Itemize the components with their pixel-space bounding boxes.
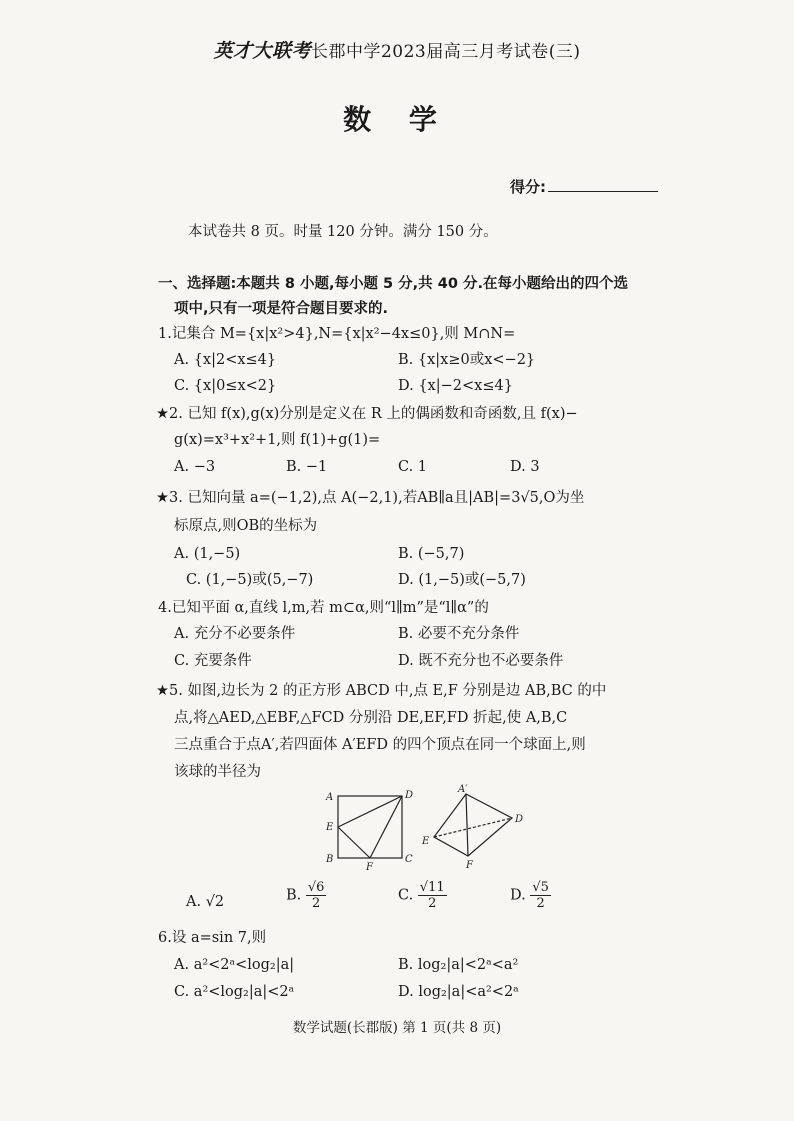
q5-option-d [510, 880, 551, 911]
q5-option-c-fraction: $\frac{√11}{2}$ [419, 880, 445, 911]
q1-stem: 1.记集合 M={x|x²>4},N={x|x²−4x≤0},则 M∩N= [158, 326, 516, 342]
section-heading-line1: 一、选择题:本题共 8 小题,每小题 5 分,共 40 分.在每小题给出的四个选 [158, 276, 628, 292]
q1-option-a: A. {x|2<x≤4} [174, 352, 277, 368]
segment-ef [338, 827, 370, 858]
label-e2: E [422, 836, 430, 847]
q5-option-b-fraction: $\frac{√6}{2}$ [307, 880, 325, 911]
q6-option-a: A. a²<2ᵃ<log₂|a| [174, 957, 295, 973]
tetrahedron-outline [434, 794, 512, 856]
score-blank-line [548, 177, 658, 192]
label-f2: F [466, 860, 473, 871]
segment-fd [370, 796, 402, 858]
q4-stem: 4.已知平面 α,直线 l,m,若 m⊂α,则“l∥m”是“l∥α”的 [158, 600, 489, 616]
q5-line1: 5. 如图,边长为 2 的正方形 ABCD 中,点 E,F 分别是边 AB,BC 的中 [169, 683, 607, 699]
q4-option-a: A. 充分不必要条件 [174, 626, 296, 642]
q5-option-d-fraction: $\frac{√5}{2}$ [532, 880, 549, 911]
segment-ed [338, 796, 402, 827]
label-b: B [326, 854, 334, 865]
q5-option-c-label: C. [398, 887, 414, 904]
q5-line4: 该球的半径为 [174, 764, 261, 780]
q2-option-d: D. 3 [510, 459, 540, 475]
q6-option-d: D. log₂|a|<a²<2ᵃ [398, 984, 519, 1000]
brand-logo-text: 英才大联考 [213, 40, 311, 62]
page-footer: 数学试题(长郡版) 第 1 页(共 8 页) [292, 1020, 502, 1036]
q4-option-c: C. 充要条件 [174, 653, 252, 669]
q2-line1: 2. 已知 f(x),g(x)分别是定义在 R 上的偶函数和奇函数,且 f(x)− [169, 406, 578, 422]
q3-option-d: D. (1,−5)或(−5,7) [398, 572, 526, 588]
label-a: A [326, 792, 334, 803]
label-e: E [326, 822, 334, 833]
q3-option-a: A. (1,−5) [174, 546, 241, 562]
star-icon: ★ [156, 490, 169, 506]
q2-option-b: B. −1 [286, 459, 328, 475]
q3-line1: 3. 已知向量 a=(−1,2),点 A(−2,1),若AB∥a且|AB|=3√5,O为坐 [169, 490, 585, 506]
q5-option-c [398, 880, 447, 911]
exam-header [0, 36, 794, 63]
star-icon: ★ [156, 406, 169, 422]
q1-option-c: C. {x|0≤x<2} [174, 378, 277, 394]
segment-ap-f [466, 794, 468, 856]
q6-stem: 6.设 a=sin 7,则 [158, 930, 267, 946]
score-label: 得分: [510, 178, 546, 196]
q5-line3: 三点重合于点A′,若四面体 A′EFD 的四个顶点在同一个球面上,则 [174, 737, 586, 753]
q2-line2: g(x)=x³+x²+1,则 f(1)+g(1)= [174, 432, 381, 448]
q3-option-b: B. (−5,7) [398, 546, 465, 562]
q5-option-b [286, 880, 326, 911]
label-d2: D [515, 814, 524, 825]
intro-text: 本试卷共 8 页。时量 120 分钟。满分 150 分。 [188, 224, 498, 240]
q5-option-d-label: D. [510, 887, 526, 904]
label-d: D [405, 790, 414, 801]
q6-option-c: C. a²<log₂|a|<2ᵃ [174, 984, 295, 1000]
q5-option-a: A. √2 [186, 894, 225, 910]
q5-line2: 点,将△AED,△EBF,△FCD 分别沿 DE,EF,FD 折起,使 A,B,C [174, 710, 568, 726]
label-c: C [405, 854, 413, 865]
q4-option-b: B. 必要不充分条件 [398, 626, 520, 642]
label-f: F [366, 862, 373, 873]
q2-option-a: A. −3 [174, 459, 216, 475]
q2-option-c: C. 1 [398, 459, 428, 475]
exam-subtitle: 长郡中学2023届高三月考试卷(三) [310, 42, 581, 62]
score-field [510, 176, 658, 197]
square-abcd [338, 796, 402, 858]
q1-option-d: D. {x|−2<x≤4} [398, 378, 513, 394]
q4-option-d: D. 既不充分也不必要条件 [398, 653, 564, 669]
q1-option-b: B. {x|x≥0或x<−2} [398, 352, 536, 368]
q3-line2: 标原点,则OB的坐标为 [174, 518, 318, 534]
page-title: 数 学 [343, 103, 451, 136]
q5-figure [316, 782, 536, 874]
label-a-prime: A′ [458, 784, 468, 795]
star-icon: ★ [156, 683, 169, 699]
q6-option-b: B. log₂|a|<2ᵃ<a² [398, 957, 519, 973]
section-heading-line2: 项中,只有一项是符合题目要求的. [174, 301, 389, 317]
q5-option-b-label: B. [286, 887, 302, 904]
q3-option-c: C. (1,−5)或(5,−7) [186, 572, 314, 588]
